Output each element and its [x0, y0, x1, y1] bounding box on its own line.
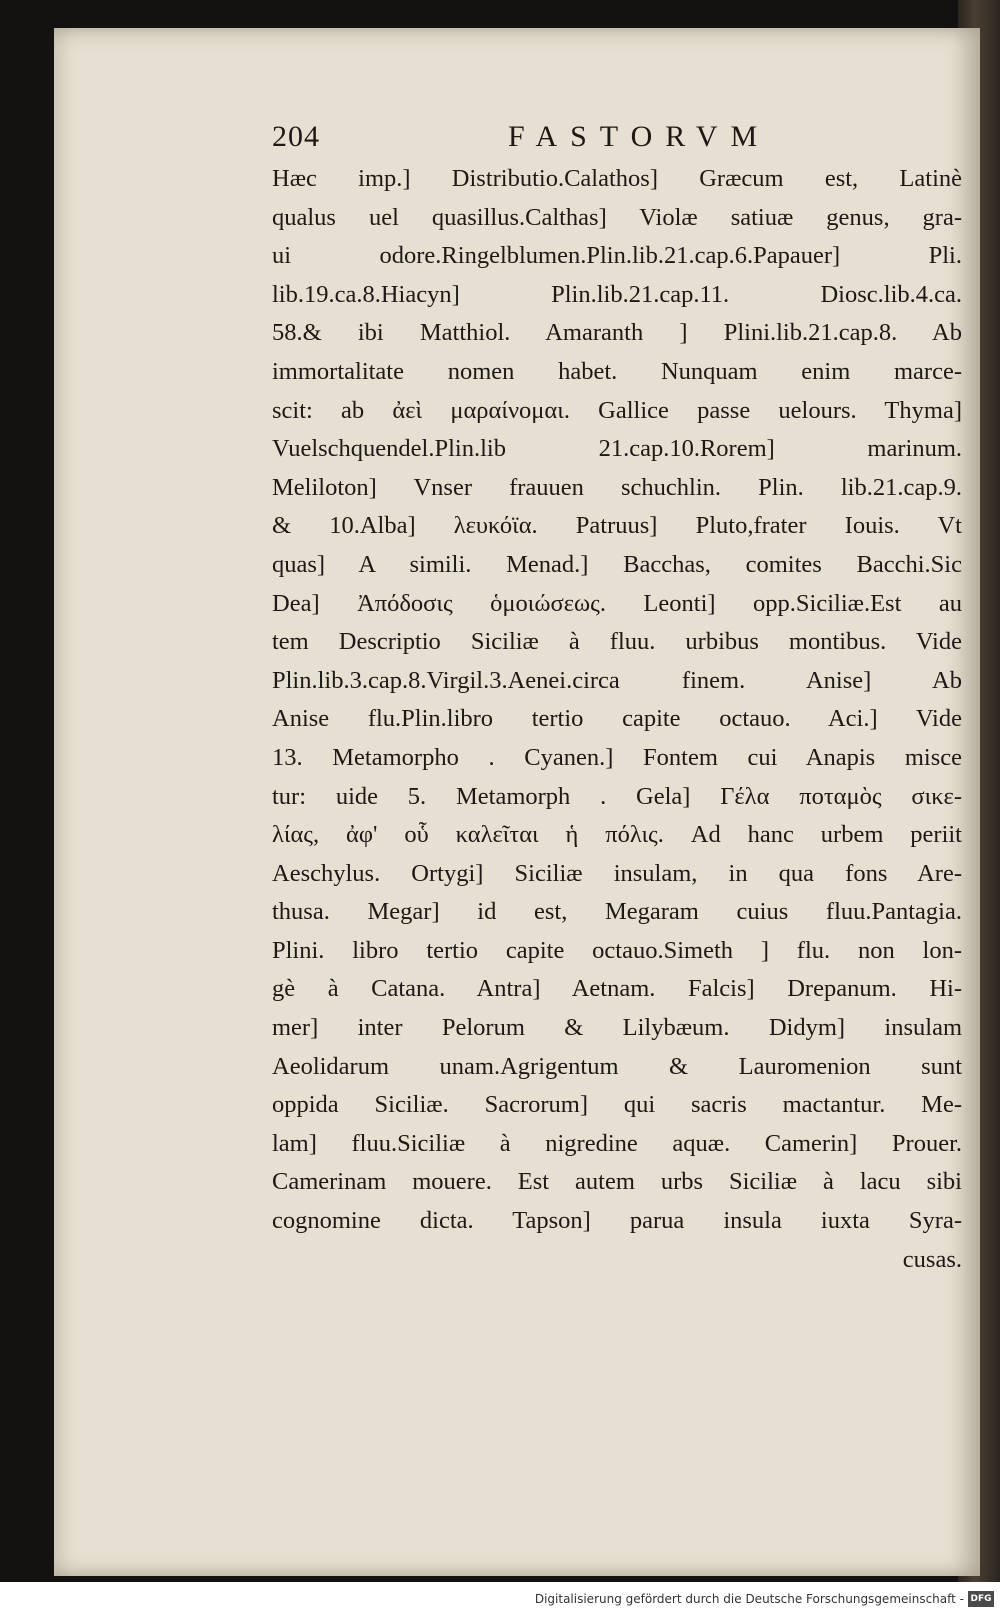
text-line: Camerinam mouere. Est autem urbs Siciliæ à lacu sibi	[272, 1168, 962, 1196]
text-line: cognomine dicta. Tapson] parua insula iuxta Syra-	[272, 1207, 962, 1235]
text-line: λίας, ἀφ' οὗ καλεῖται ἡ πόλις. Ad hanc urbem periit	[272, 821, 962, 849]
footer-bar	[0, 1582, 1000, 1620]
text-line: quas] A simili. Menad.] Bacchas, comites Bacchi.Sic	[272, 550, 962, 578]
text-line: & 10.Alba] λευκόϊα. Patruus] Pluto,frater Iouis. Vt	[272, 512, 962, 540]
text-line: cusas.	[902, 1245, 962, 1273]
text-line: Anise flu.Plin.libro tertio capite octauo. Aci.] Vide	[272, 705, 962, 733]
text-line: ui odore.Ringelblumen.Plin.lib.21.cap.6.Papauer] Pli.	[272, 242, 962, 270]
text-line: Hæc imp.] Distributio.Calathos] Græcum est, Latinè	[272, 165, 962, 192]
text-line: Meliloton] Vnser frauuen schuchlin. Plin. lib.21.cap.9.	[272, 473, 962, 501]
text-line: thusa. Megar] id est, Megaram cuius fluu.Pantagia.	[272, 898, 962, 926]
text-line: oppida Siciliæ. Sacrorum] qui sacris mactantur. Me-	[272, 1091, 962, 1119]
text-line: lam] fluu.Siciliæ à nigredine aquæ. Camerin] Prouer.	[272, 1129, 962, 1157]
digitization-credit: Digitalisierung gefördert durch die Deutsche Forschungsgemeinschaft -	[534, 1592, 964, 1606]
text-line: 13. Metamorpho . Cyanen.] Fontem cui Anapis misce	[272, 743, 962, 771]
text-line: tur: uide 5. Metamorph . Gela] Γέλα ποταμὸς σικε-	[272, 782, 962, 810]
text-line: scit: ab ἀεὶ μαραίνομαι. Gallice passe uelours. Thyma]	[272, 396, 962, 424]
text-line: tem Descriptio Siciliæ à fluu. urbibus montibus. Vide	[272, 628, 962, 656]
text-line: immortalitate nomen habet. Nunquam enim marce-	[272, 357, 962, 385]
page-header-title: FASTORVM	[508, 120, 771, 153]
text-line: lib.19.ca.8.Hiacyn] Plin.lib.21.cap.11. Diosc.lib.4.ca.	[272, 280, 962, 308]
text-line: Aeolidarum unam.Agrigentum & Lauromenion sunt	[272, 1052, 962, 1080]
text-line: Dea] Ἀπόδοσις ὁμοιώσεως. Leonti] opp.Siciliæ.Est au	[272, 589, 962, 617]
body-text	[272, 160, 962, 1279]
text-line: Aeschylus. Ortygi] Siciliæ insulam, in qua fons Are-	[272, 859, 962, 887]
text-line: gè à Catana. Antra] Aetnam. Falcis] Drepanum. Hi-	[272, 975, 962, 1003]
text-line: Plin.lib.3.cap.8.Virgil.3.Aenei.circa finem. Anise] Ab	[272, 666, 962, 694]
text-line: Vuelschquendel.Plin.lib 21.cap.10.Rorem] marinum.	[272, 435, 962, 463]
text-line: Plini. libro tertio capite octauo.Simeth ] flu. non lon-	[272, 936, 962, 964]
text-line: mer] inter Pelorum & Lilybæum. Didym] insulam	[272, 1014, 962, 1042]
text-line: 58.& ibi Matthiol. Amaranth ] Plini.lib.21.cap.8. Ab	[272, 319, 962, 347]
page-number: 204	[272, 120, 320, 153]
running-head	[272, 120, 962, 160]
dfg-logo: DFG	[968, 1591, 994, 1607]
text-line: qualus uel quasillus.Calthas] Violæ satiuæ genus, gra-	[272, 203, 962, 231]
